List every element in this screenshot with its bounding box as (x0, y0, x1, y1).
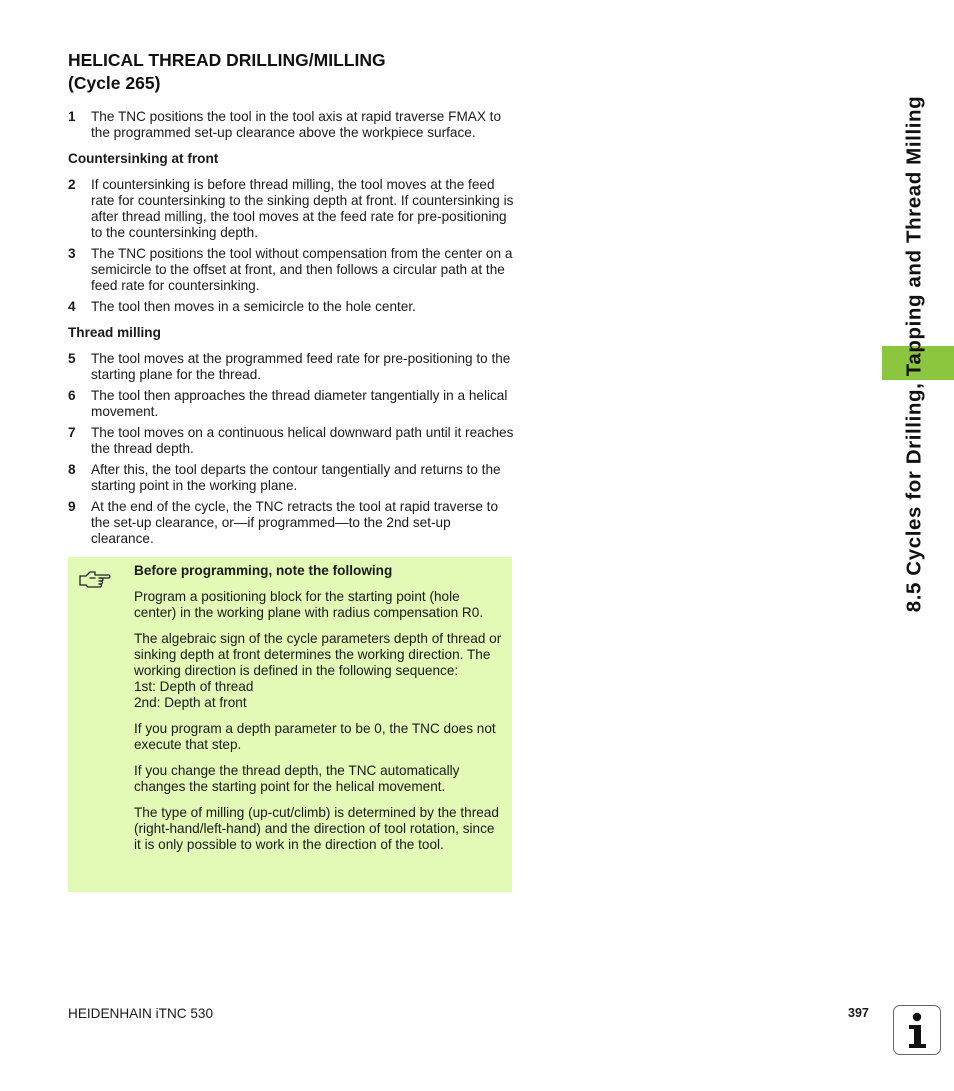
step-number: 3 (68, 246, 76, 261)
step-text: If countersinking is before thread milling, the tool moves at the feed rate for countersinking to the sinking depth at front. If countersinking is after thread milling, the tool moves at the feed rate for pre-positioning to the countersinking depth. (91, 177, 514, 240)
step-number: 4 (68, 299, 76, 314)
title-line-2: (Cycle 265) (68, 73, 161, 93)
step-number: 9 (68, 499, 76, 514)
step-text: After this, the tool departs the contour tangentially and returns to the starting point in the working plane. (91, 462, 501, 493)
procedure-steps (68, 109, 514, 552)
step-text: At the end of the cycle, the TNC retracts the tool at rapid traverse to the set-up clearance, or—if programmed—to the 2nd set-up clearance. (91, 499, 499, 546)
step-text: The tool then moves in a semicircle to the hole center. (91, 299, 416, 314)
note-paragraph-5: The type of milling (up-cut/climb) is determined by the thread (right-hand/left-hand) and the direction of tool rotation, since it is only possible to work in the direction of the tool. (134, 805, 499, 852)
note-paragraph-1: Program a positioning block for the starting point (hole center) in the working plane with radius compensation R0. (134, 589, 484, 620)
step-text: The tool then approaches the thread diameter tangentially in a helical movement. (91, 388, 508, 419)
thread-milling-heading: Thread milling (68, 325, 161, 340)
step-9 (68, 499, 514, 547)
note-paragraph-3: If you program a depth parameter to be 0, the TNC does not execute that step. (134, 721, 496, 752)
note-body (134, 563, 504, 863)
step-4 (68, 299, 514, 315)
note-paragraph-2-text: The algebraic sign of the cycle parameters depth of thread or sinking depth at front determines the working direction. The working direction is defined in the following sequence: (134, 631, 502, 678)
step-number: 2 (68, 177, 76, 192)
page-number: 397 (848, 1006, 869, 1020)
step-text: The TNC positions the tool in the tool axis at rapid traverse FMAX to the programmed set-up clearance above the workpiece surface. (91, 109, 502, 140)
note-sequence-2: 2nd: Depth at front (134, 695, 247, 710)
step-8 (68, 462, 514, 494)
section-sidebar-title (886, 53, 942, 655)
footer-manual-name: HEIDENHAIN iTNC 530 (68, 1006, 214, 1021)
step-number: 1 (68, 109, 76, 124)
title-line-1: HELICAL THREAD DRILLING/MILLING (68, 50, 386, 70)
step-3 (68, 246, 514, 294)
countersinking-heading: Countersinking at front (68, 151, 219, 166)
pointing-hand-icon (78, 567, 112, 593)
step-number: 8 (68, 462, 76, 477)
note-paragraph-4: If you change the thread depth, the TNC automatically changes the starting point for the helical movement. (134, 763, 460, 794)
step-5 (68, 351, 514, 383)
step-7 (68, 425, 514, 457)
note-title: Before programming, note the following (134, 563, 393, 578)
step-2 (68, 177, 514, 241)
step-text: The tool moves on a continuous helical downward path until it reaches the thread depth. (91, 425, 514, 456)
section-title-text: 8.5 Cycles for Drilling, Tapping and Thread Milling (902, 95, 925, 613)
step-number: 7 (68, 425, 76, 440)
step-number: 6 (68, 388, 76, 403)
step-text: The TNC positions the tool without compensation from the center on a semicircle to the offset at front, and then follows a circular path at the feed rate for countersinking. (91, 246, 513, 293)
step-number: 5 (68, 351, 76, 366)
step-6 (68, 388, 514, 420)
note-paragraph-2 (134, 631, 504, 711)
step-1 (68, 109, 514, 141)
note-sequence-1: 1st: Depth of thread (134, 679, 254, 694)
note-box (68, 557, 512, 892)
page-title (68, 49, 386, 95)
info-icon (893, 1005, 941, 1055)
step-text: The tool moves at the programmed feed rate for pre-positioning to the starting plane for the thread. (91, 351, 511, 382)
